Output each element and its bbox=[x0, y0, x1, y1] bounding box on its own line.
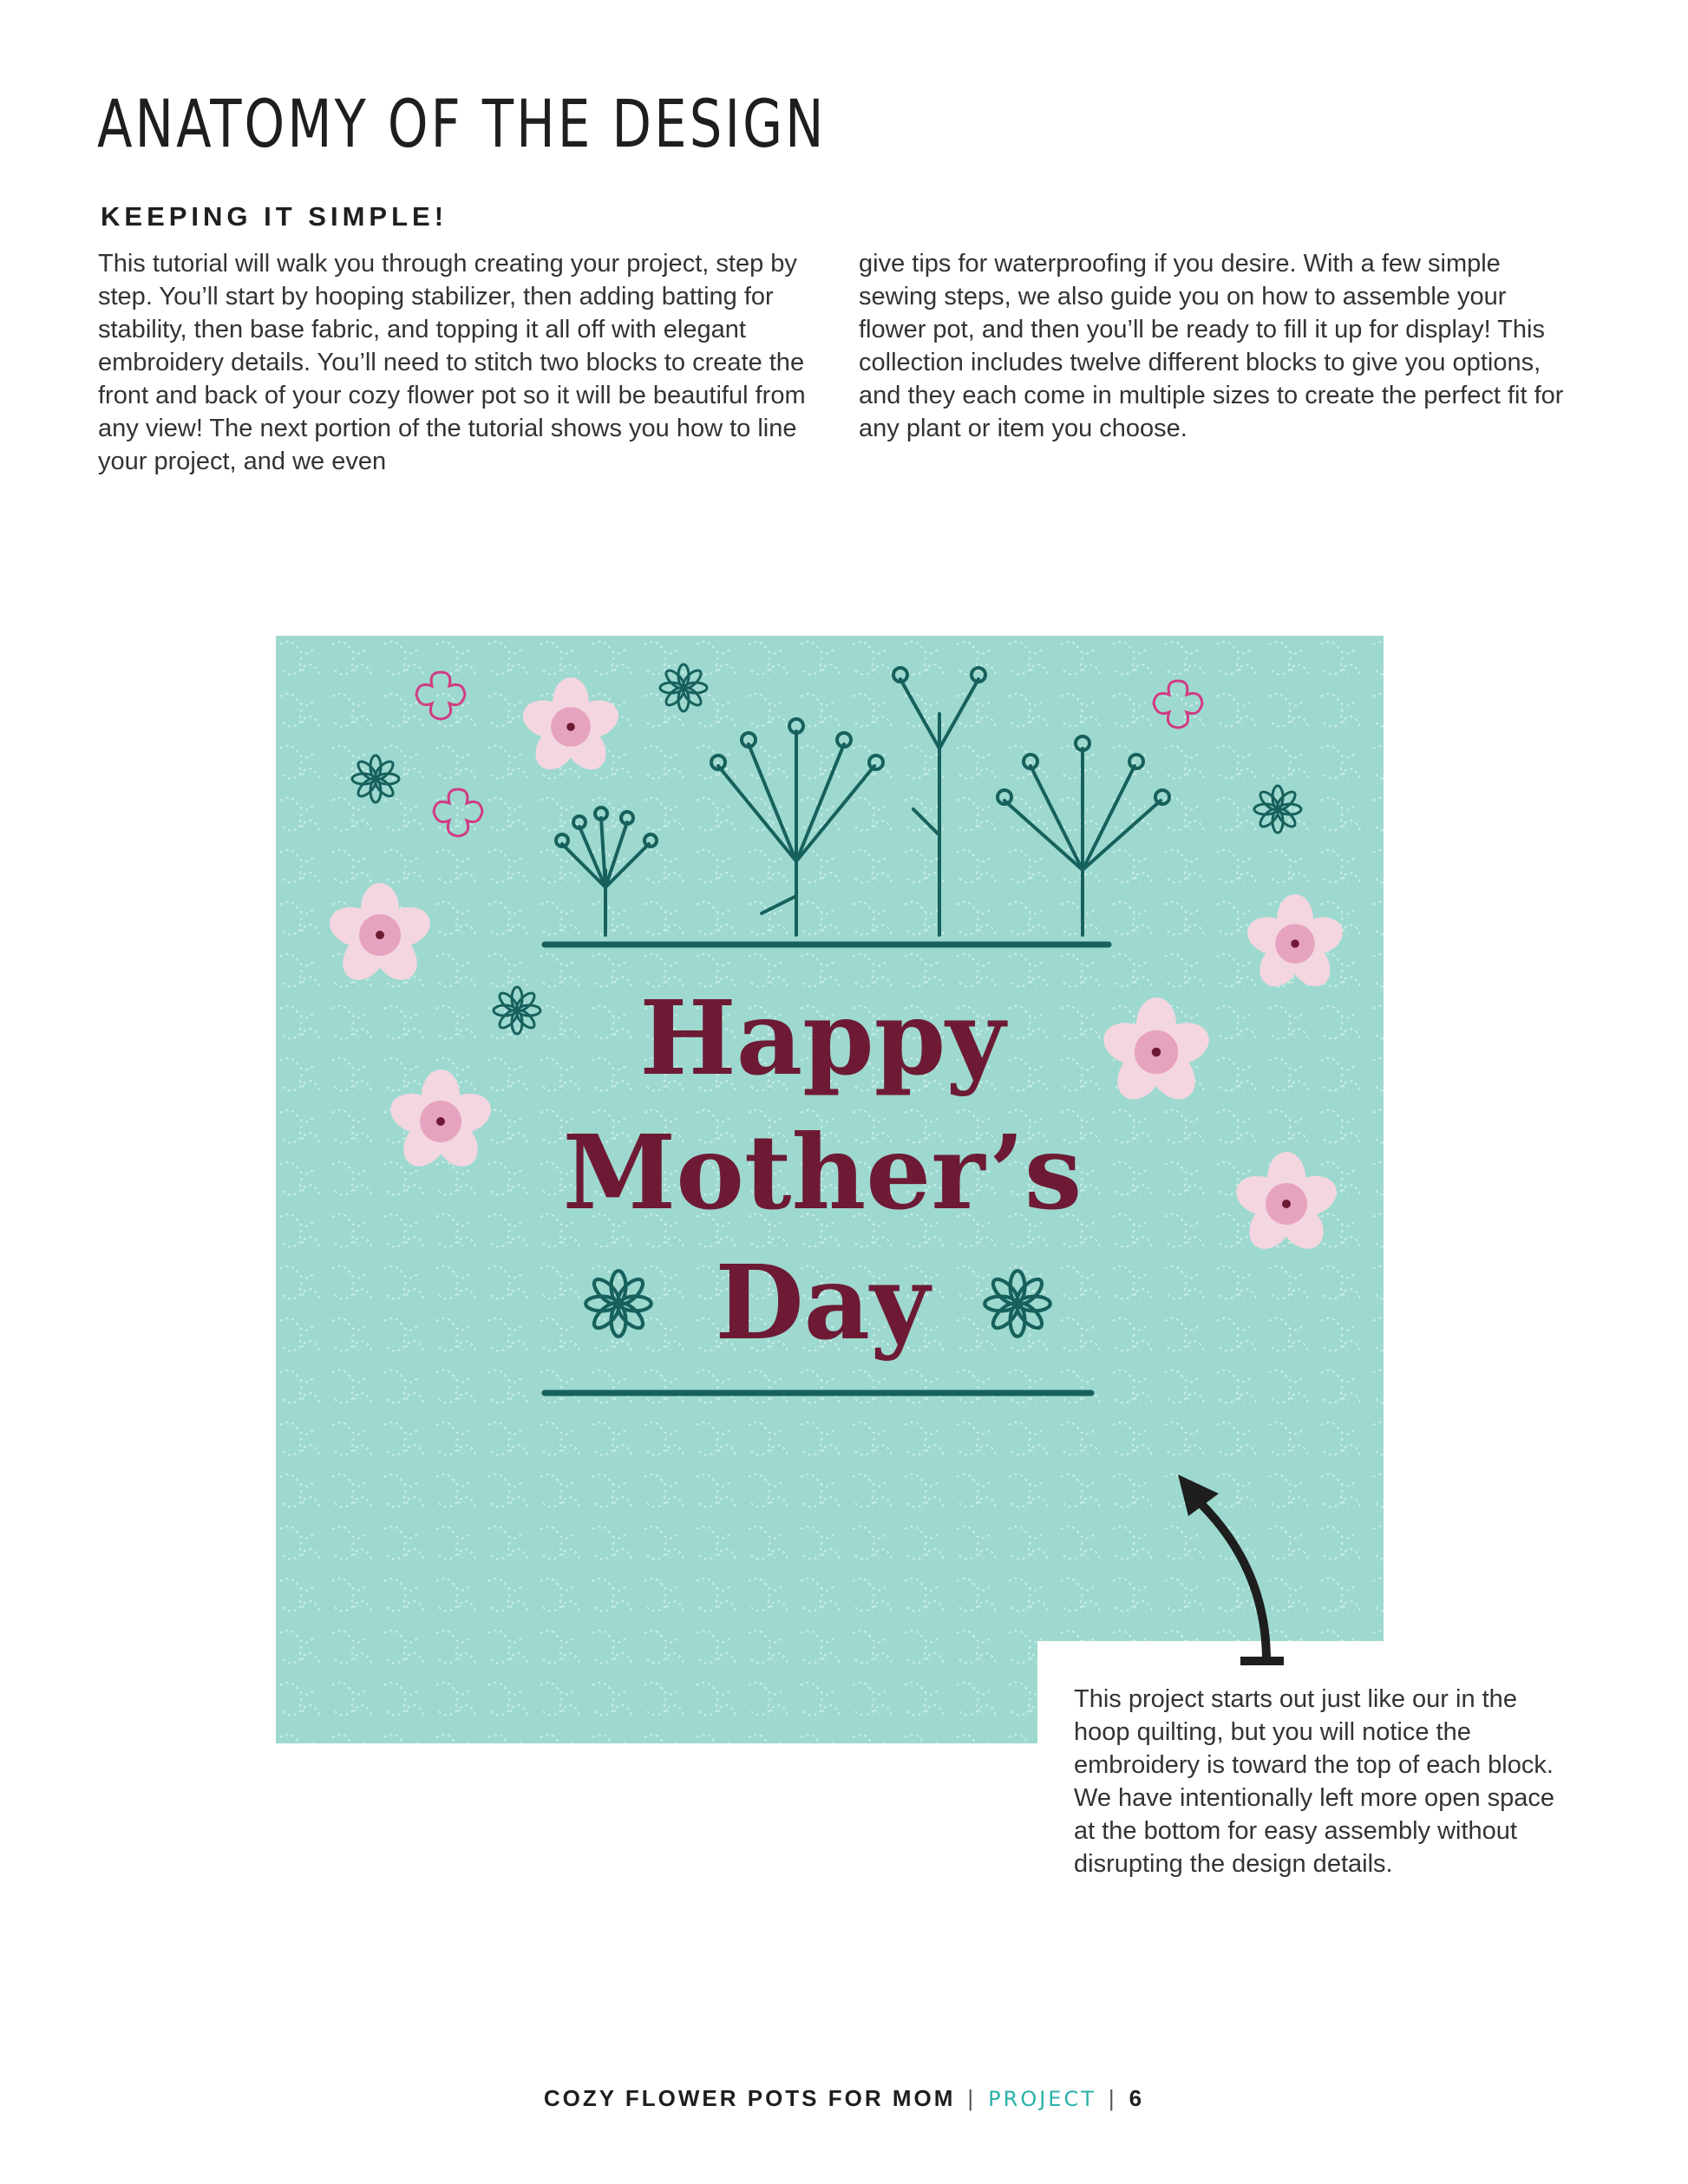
pointer-arrow-icon bbox=[1154, 1457, 1284, 1683]
footer-page-number: 6 bbox=[1129, 2085, 1145, 2111]
embroidery-line-2: Mother’s bbox=[562, 1112, 1083, 1233]
intro-column-left bbox=[98, 247, 818, 478]
page-footer bbox=[0, 2085, 1688, 2112]
embroidery-line-3: Day bbox=[715, 1242, 930, 1363]
intro-column-right bbox=[859, 247, 1579, 445]
intro-paragraph-right: give tips for waterproofing if you desire. With a few simple sewing steps, we also guide you on how to assemble your flower pot, and then you’ll be ready to fill it up for display! This collection includes twelve different blocks to give you options, and they each come in multiple sizes to create the perfect fit for any plant or item you choose. bbox=[859, 250, 1564, 442]
footer-divider: | bbox=[1108, 2085, 1117, 2111]
section-subtitle: KEEPING IT SIMPLE! bbox=[101, 201, 448, 232]
page-title: ANATOMY OF THE DESIGN bbox=[97, 85, 827, 162]
intro-paragraph-left: This tutorial will walk you through creating your project, step by step. You’ll start by hooping stabilizer, then adding batting for stability, then base fabric, and topping it all off with elegant embroidery details. You’ll need to stitch two blocks to create the front and back of your cozy flower pot so it will be beautiful from any view! The next portion of the tutorial shows you how to line your project, and we even bbox=[98, 250, 806, 475]
image-caption: This project starts out just like our in the hoop quilting, but you will notice the embroidery is toward the top of each block. We have intentionally left more open space at the bottom for easy assembly without disrupting the design details. bbox=[1074, 1685, 1555, 1878]
footer-book-title: COZY FLOWER POTS FOR MOM bbox=[543, 2085, 956, 2111]
footer-section: PROJECT bbox=[988, 2087, 1096, 2111]
footer-divider: | bbox=[967, 2085, 977, 2111]
embroidery-line-1: Happy bbox=[639, 978, 1005, 1098]
